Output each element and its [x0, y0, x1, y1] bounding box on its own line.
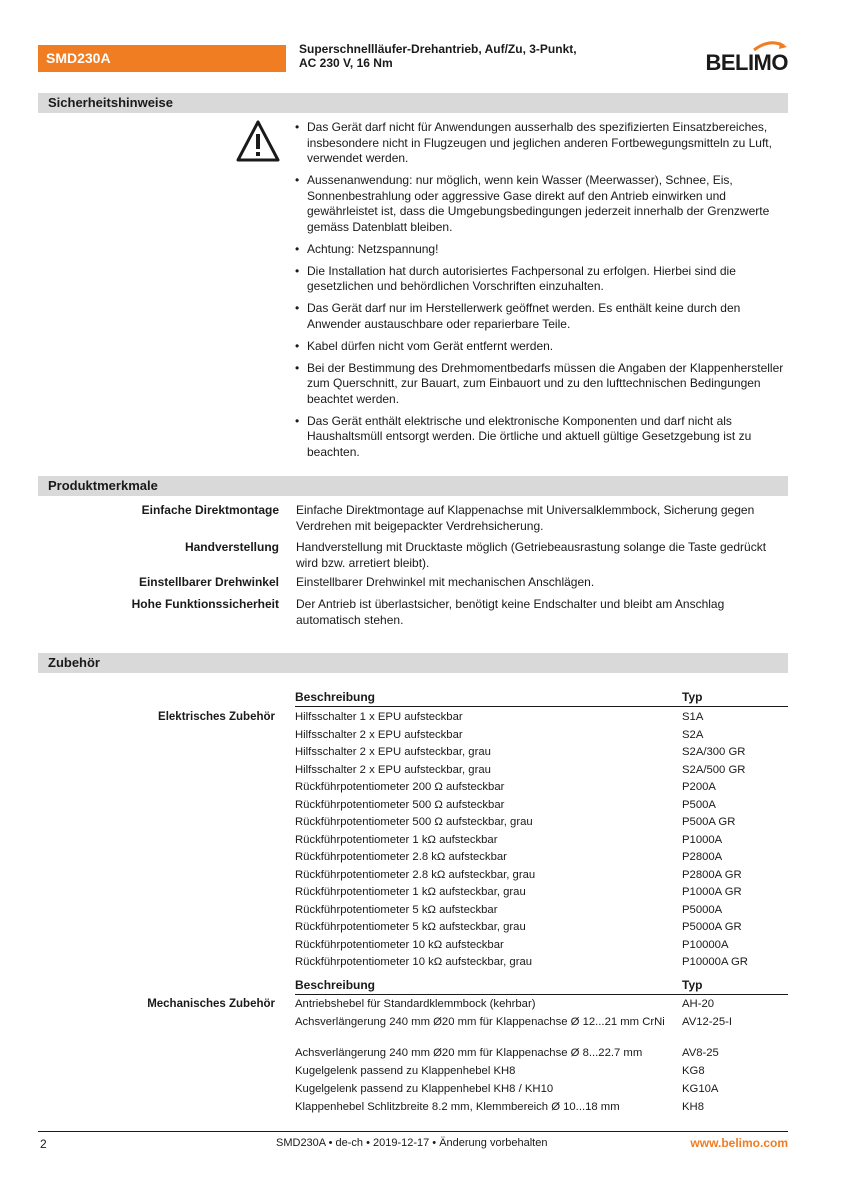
accessory-type: P5000A: [682, 903, 723, 916]
accessory-description: Kugelgelenk passend zu Klappenhebel KH8: [295, 1065, 516, 1077]
title-line-2: AC 230 V, 16 Nm: [299, 56, 393, 70]
accessory-description: Kugelgelenk passend zu Klappenhebel KH8 / KH10: [295, 1083, 554, 1095]
accessory-type: P1000A: [682, 833, 723, 846]
page-number: 2: [40, 1137, 47, 1151]
section-accessories-heading: Zubehör: [38, 653, 788, 673]
safety-item: • Die Installation hat durch autorisiertes Fachpersonal zu erfolgen. Hierbei sind die gesetzlichen und behördlichen Vorschriften einzuhalten.: [293, 264, 788, 295]
accessory-description: Rückführpotentiometer 500 Ω aufsteckbar: [295, 798, 505, 811]
feature-label: Hohe Funktionssicherheit: [131, 597, 279, 611]
accessory-description: Rückführpotentiometer 500 Ω aufsteckbar, grau: [295, 816, 533, 828]
col-description-header: Beschreibung: [295, 978, 376, 992]
accessory-type: P10000A GR: [682, 956, 748, 968]
accessory-type: P5000A GR: [682, 921, 742, 933]
accessory-description: Rückführpotentiometer 10 kΩ aufsteckbar, grau: [295, 956, 533, 968]
accessories-table-header: [295, 977, 788, 995]
section-safety-heading: Sicherheitshinweise: [38, 93, 788, 113]
feature-text: Handverstellung mit Drucktaste möglich (Getriebeausrastung solange die Taste gedrückt wird bzw. arretiert bleibt).: [296, 540, 767, 570]
belimo-logo: [678, 40, 788, 74]
page-header: [38, 40, 788, 80]
accessory-type: KG10A: [682, 1083, 719, 1095]
col-type-header: Typ: [682, 978, 703, 992]
accessory-type: AV8-25: [682, 1047, 719, 1059]
accessory-description: Rückführpotentiometer 2.8 kΩ aufsteckbar: [295, 851, 507, 863]
safety-item: • Das Gerät enthält elektrische und elektronische Komponenten und darf nicht als Haushaltsmüll entsorgt werden. Die örtliche und aktuell gültige Gesetzgebung ist zu beachten.: [293, 414, 788, 461]
warning-triangle-icon: [236, 119, 280, 163]
accessory-type: P2800A GR: [682, 868, 742, 881]
accessory-description: Achsverlängerung 240 mm Ø20 mm für Klappenachse Ø 8...22.7 mm: [295, 1047, 643, 1059]
feature-text: Einfache Direktmontage auf Klappenachse mit Universalklemmbock, Sicherung gegen Verdrehen mit beigepackter Verdrehsicherung.: [296, 503, 755, 533]
safety-item: • Bei der Bestimmung des Drehmomentbedarfs müssen die Angaben der Klappenhersteller zum Querschnitt, zur Bauart, zum Einbauort und zu den lufttechnischen Bedingungen beachtet werden.: [293, 361, 788, 408]
accessory-type: P1000A GR: [682, 886, 742, 898]
col-type-header: Typ: [682, 690, 703, 704]
page-title: [299, 42, 659, 70]
accessory-description: Rückführpotentiometer 5 kΩ aufsteckbar, grau: [295, 921, 526, 933]
safety-item: • Das Gerät darf nicht für Anwendungen ausserhalb des spezifizierten Einsatzbereiches, insbesondere nicht in Flugzeugen und jeglichen anderen Fortbewegungsmitteln zu Luft, verwendet werden.: [293, 120, 788, 167]
feature-label: Einfache Direktmontage: [141, 503, 279, 517]
safety-item: • Aussenanwendung: nur möglich, wenn kein Wasser (Meerwasser), Schnee, Eis, Sonnenbestrahlung oder aggressive Gase direkt auf den Antrieb einwirken und gewährleistet ist, dass die Umgebungsbedingungen jederzeit innerhalb der Grenzwerte gemäss Datenblatt bleiben.: [293, 173, 788, 235]
accessory-description: Hilfsschalter 2 x EPU aufsteckbar, grau: [295, 763, 491, 776]
accessory-description: Rückführpotentiometer 10 kΩ aufsteckbar: [295, 938, 504, 951]
accessory-type: S2A/500 GR: [682, 763, 746, 776]
accessory-type: P500A GR: [682, 816, 736, 828]
safety-item: • Achtung: Netzspannung!: [293, 242, 788, 258]
accessory-description: Hilfsschalter 1 x EPU aufsteckbar: [295, 711, 463, 723]
product-tag: SMD230A: [38, 45, 286, 72]
footer-link[interactable]: www.belimo.com: [690, 1136, 788, 1150]
accessory-type: P2800A: [682, 851, 723, 863]
accessory-description: Rückführpotentiometer 1 kΩ aufsteckbar: [295, 833, 498, 846]
accessory-description: Antriebshebel für Standardklemmbock (kehrbar): [295, 998, 536, 1010]
logo-text: BELIMO: [705, 50, 788, 75]
accessory-type: P200A: [682, 781, 716, 793]
safety-item: • Das Gerät darf nur im Herstellerwerk geöffnet werden. Es enthält keine durch den Anwender austauschbare oder reparierbare Teile.: [293, 301, 788, 332]
accessory-type: S2A: [682, 728, 704, 741]
feature-label: Handverstellung: [184, 540, 279, 554]
accessory-type: S2A/300 GR: [682, 746, 746, 758]
accessory-description: Rückführpotentiometer 5 kΩ aufsteckbar: [295, 903, 498, 916]
safety-item: • Kabel dürfen nicht vom Gerät entfernt werden.: [293, 339, 788, 355]
accessory-type: KG8: [682, 1065, 705, 1077]
accessory-description: Rückführpotentiometer 1 kΩ aufsteckbar, grau: [295, 886, 526, 898]
safety-list: [293, 120, 788, 467]
accessory-type: AH-20: [682, 998, 715, 1010]
electrical-accessories-label: Elektrisches Zubehör: [158, 711, 275, 723]
accessory-description: Klappenhebel Schlitzbreite 8.2 mm, Klemmbereich Ø 10...18 mm: [295, 1101, 620, 1113]
feature-label: Einstellbarer Drehwinkel: [138, 575, 279, 589]
accessory-description: Hilfsschalter 2 x EPU aufsteckbar: [295, 728, 463, 741]
col-description-header: Beschreibung: [295, 690, 376, 704]
section-features-heading: Produktmerkmale: [38, 476, 788, 496]
footer-info: SMD230A • de-ch • 2019-12-17 • Änderung vorbehalten: [276, 1137, 548, 1149]
accessory-type: P500A: [682, 798, 716, 811]
accessory-description: Achsverlängerung 240 mm Ø20 mm für Klappenachse Ø 12...21 mm CrNi: [295, 1016, 665, 1028]
accessory-type: S1A: [682, 711, 704, 723]
accessory-description: Rückführpotentiometer 200 Ω aufsteckbar: [295, 781, 505, 793]
feature-text: Der Antrieb ist überlastsicher, benötigt keine Endschalter und bleibt am Anschlag automatisch stehen.: [296, 597, 725, 627]
feature-text: Einstellbarer Drehwinkel mit mechanischen Anschlägen.: [296, 575, 595, 589]
accessory-type: P10000A: [682, 938, 729, 951]
accessory-description: Rückführpotentiometer 2.8 kΩ aufsteckbar, grau: [295, 868, 536, 881]
mechanical-accessories-label: Mechanisches Zubehör: [147, 998, 275, 1010]
accessory-type: KH8: [682, 1101, 704, 1113]
accessory-description: Hilfsschalter 2 x EPU aufsteckbar, grau: [295, 746, 491, 758]
footer-divider: [38, 1131, 788, 1132]
title-line-1: Superschnellläufer-Drehantrieb, Auf/Zu, 3-Punkt,: [299, 42, 577, 56]
accessory-type: AV12-25-I: [682, 1016, 733, 1028]
accessories-table-header: [295, 689, 788, 707]
